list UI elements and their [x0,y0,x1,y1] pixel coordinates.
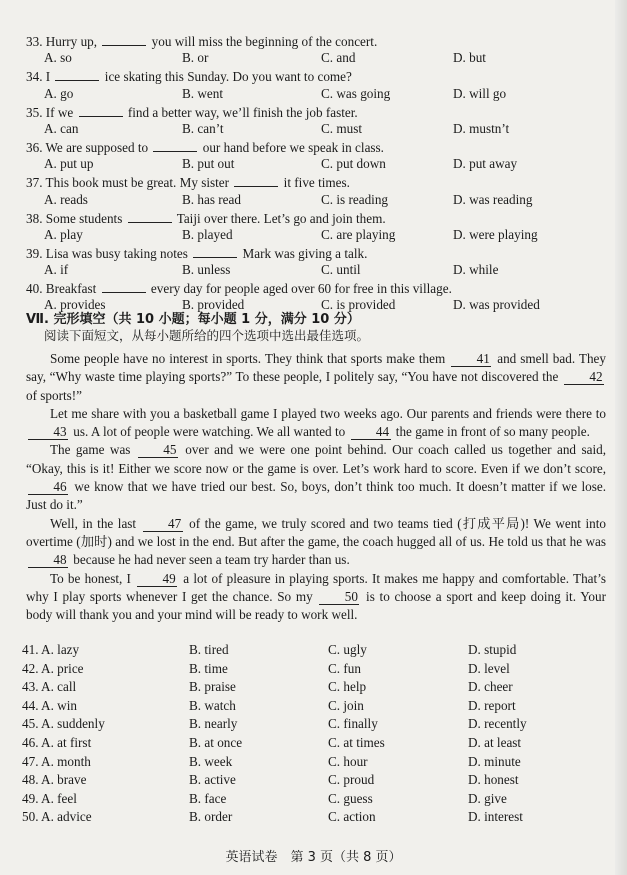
question-stem [0,244,627,262]
answer-option[interactable]: A. play [44,226,83,242]
cloze-option[interactable]: 43. A. call [22,679,77,695]
answer-blank [193,244,237,258]
answer-option[interactable]: B. went [182,85,224,101]
cloze-option[interactable]: B. face [189,790,227,806]
answer-blank [153,138,197,152]
page-edge-shadow [615,0,627,875]
question-options [0,226,627,244]
question-text: 38. Some students Taiji over there. Let’s go and join them. [26,210,386,226]
question-options [0,261,627,279]
cloze-option[interactable]: B. nearly [189,716,238,732]
page-footer: 英语试卷 第 3 页（共 8 页） [225,850,402,865]
answer-option[interactable]: C. are playing [321,226,396,242]
cloze-option[interactable]: C. fun [328,660,361,676]
answer-option[interactable]: D. was provided [453,297,540,313]
question-text: 34. I ice skating this Sunday. Do you want to come? [26,69,352,85]
cloze-option[interactable]: D. minute [468,753,521,769]
answer-option[interactable]: C. is provided [321,297,396,313]
cloze-option[interactable]: D. recently [468,716,527,732]
answer-option[interactable]: C. was going [321,85,391,101]
answer-option[interactable]: D. put away [453,156,518,172]
answer-option[interactable]: A. can [44,120,79,136]
answer-option[interactable]: C. put down [321,156,386,172]
answer-option[interactable]: B. has read [182,191,241,207]
answer-option[interactable]: C. must [321,120,363,136]
answer-blank [128,209,172,223]
answer-option[interactable]: D. were playing [453,226,538,242]
blank-41: 41 [451,352,491,367]
blank-43: 43 [28,425,68,440]
question-text: 40. Breakfast every day for people aged over 60 for free in this village. [26,281,452,297]
cloze-option[interactable]: C. help [328,679,367,695]
cloze-option[interactable]: 41. A. lazy [22,642,80,657]
question-text: 33. Hurry up, you will miss the beginning of the concert. [26,34,378,49]
blank-46: 46 [28,480,68,495]
cloze-option[interactable]: B. time [189,660,228,676]
cloze-option[interactable]: C. finally [328,716,378,732]
cloze-option[interactable]: B. watch [189,697,236,713]
answer-option[interactable]: C. is reading [321,191,389,207]
answer-option[interactable]: B. can’t [182,120,224,136]
cloze-option[interactable]: B. praise [189,679,236,695]
question-text: 35. If we find a better way, we’ll finish the job faster. [26,104,358,120]
cloze-passage [26,350,606,624]
cloze-option[interactable]: D. at least [468,735,522,750]
blank-42: 42 [564,370,604,385]
cloze-option[interactable]: B. tired [189,642,229,657]
cloze-option[interactable]: 49. A. feel [22,790,77,806]
question-stem [0,32,627,50]
answer-option[interactable]: D. will go [453,85,507,101]
answer-option[interactable]: D. while [453,262,499,278]
question-stem [0,173,627,191]
cloze-option[interactable]: C. guess [328,790,373,806]
cloze-option[interactable]: D. report [468,697,516,713]
answer-option[interactable]: D. mustn’t [453,120,510,136]
question-text: 37. This book must be great. My sister it five times. [26,175,350,191]
answer-blank [102,279,146,293]
answer-blank [234,173,278,187]
cloze-option[interactable]: D. level [468,660,510,676]
question-stem [0,103,627,121]
answer-option[interactable]: A. go [44,85,74,101]
question-stem [0,209,627,227]
cloze-option[interactable]: D. cheer [468,679,513,695]
cloze-option[interactable]: D. honest [468,772,519,788]
answer-option[interactable]: A. provides [44,297,106,313]
question-options [0,120,627,138]
cloze-option[interactable]: D. give [468,790,507,806]
answer-option[interactable]: D. was reading [453,191,533,207]
cloze-option[interactable]: 44. A. win [22,697,77,713]
answer-blank [55,67,99,81]
answer-option[interactable]: A. put up [44,156,94,172]
cloze-option[interactable]: C. hour [328,753,368,769]
passage-paragraph-2: Let me share with you a basketball game I played two weeks ago. Our parents and friends were there to 43 us. A lot of people were watching. We all wanted to 44 the game in front of so many people. [26,405,606,442]
question-options [0,85,627,103]
blank-44: 44 [351,425,391,440]
cloze-option[interactable]: C. action [328,809,376,825]
passage-paragraph-1: Some people have no interest in sports. They think that sports make them 41 and smell bad. They say, “Why waste time playing sports?” To these people, I politely say, “You have not discovered the 42 of sports!” [26,351,606,403]
question-stem [0,67,627,85]
cloze-option[interactable]: B. order [189,809,233,825]
passage-paragraph-5: To be honest, I 49 a lot of pleasure in playing sports. It makes me happy and comfortable. That’s why I play sports whenever I get the chance. So my 50 is to choose a sport and keep doing it. Your body will thank you and your mind will be ready to work well. [26,570,606,623]
answer-option[interactable]: B. played [182,226,233,242]
question-stem [0,279,627,297]
cloze-option[interactable]: 50. A. advice [22,809,92,825]
answer-option[interactable]: B. or [182,50,209,66]
answer-option[interactable]: D. but [453,50,486,66]
question-options [0,191,627,209]
cloze-option[interactable]: B. week [189,753,233,769]
passage-paragraph-4: Well, in the last 47 of the game, we truly scored and two teams tied (打成平局)! We went into overtime (加时) and we lost in the end. But after the game, the coach hugged all of us. He told us that he was 48 because he had never seen a team try harder than us. [26,515,606,568]
answer-blank [79,103,123,117]
answer-option[interactable]: B. unless [182,262,231,278]
cloze-option[interactable]: 47. A. month [22,753,91,769]
question-options [0,155,627,173]
cloze-option[interactable]: C. proud [328,772,375,788]
section-instruction: 阅读下面短文，从每小题所给的四个选项中选出最佳选项。 [44,328,370,343]
cloze-option[interactable]: B. at once [189,735,243,750]
question-text: 36. We are supposed to our hand before we speak in class. [26,139,384,155]
answer-option[interactable]: A. if [44,262,69,278]
blank-45: 45 [138,443,178,458]
blank-48: 48 [28,553,68,568]
cloze-option[interactable]: B. active [189,772,236,788]
cloze-option[interactable]: 45. A. suddenly [22,716,105,732]
cloze-option[interactable]: D. interest [468,809,523,825]
question-text: 39. Lisa was busy taking notes Mark was giving a talk. [26,245,368,261]
blank-47: 47 [143,517,183,532]
cloze-option[interactable]: C. ugly [328,642,367,657]
cloze-option[interactable]: D. stupid [468,642,517,657]
blank-50: 50 [319,590,359,605]
passage-paragraph-3: The game was 45 over and we were one point behind. Our coach called us together and said, “Okay, this is it! Either we score now or the game is over. Let’s work hard to score. Even if we don’t score, 46 we know that we have tried our best. So, boys, don’t think too much. It doesn’t matter if we lose. Just do it.” [26,442,606,513]
cloze-option[interactable]: C. join [328,697,364,713]
answer-option[interactable]: A. reads [44,191,88,207]
question-options [0,49,627,67]
answer-option[interactable]: A. so [44,50,72,66]
answer-option[interactable]: B. provided [182,297,245,313]
answer-blank [102,32,146,46]
cloze-option[interactable]: 46. A. at first [22,735,92,750]
cloze-option[interactable]: 42. A. price [22,660,84,676]
cloze-option[interactable]: 48. A. brave [22,772,87,788]
cloze-option[interactable]: C. at times [328,735,385,750]
answer-option[interactable]: C. and [321,50,356,66]
section-title: Ⅶ. 完形填空（共 10 小题；每小题 1 分，满分 10 分） [26,312,360,327]
answer-option[interactable]: B. put out [182,156,235,172]
blank-49: 49 [137,572,177,587]
question-stem [0,138,627,156]
answer-option[interactable]: C. until [321,262,361,278]
